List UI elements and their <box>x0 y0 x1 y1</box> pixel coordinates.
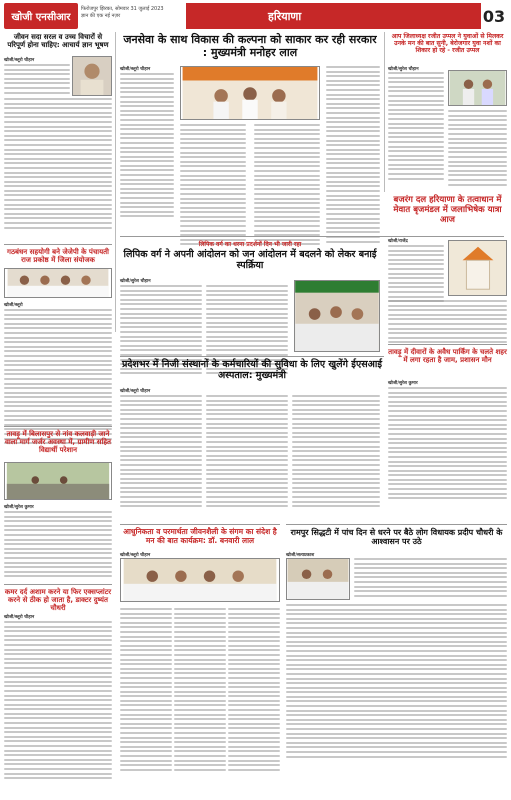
lead-headline: जनसेवा के साथ विकास की कल्पना को साकार कर रही सरकार : मुख्यमंत्री मनोहर लाल <box>123 33 377 59</box>
article-headline: जीवन सदा सरल व उच्च विचारों से परिपूर्ण होना चाहिए: आचार्य ज्ञान भूषण <box>7 33 109 50</box>
divider <box>120 356 384 357</box>
article-body <box>120 73 174 220</box>
article-body <box>180 124 246 248</box>
date-text: फिरोजपुर झिरका, सोमवार 31 जुलाई 2023 <box>81 6 164 12</box>
page-number: 03 <box>482 6 506 26</box>
article-body <box>326 66 380 245</box>
article-body <box>4 64 70 96</box>
article-body <box>4 621 112 782</box>
article-photo <box>120 558 280 602</box>
article-headline: तावड़ू में दीवारों के अवैध पार्किंग के चलते शहर में लगा रहता है जाम, प्रशासन मौन <box>388 348 507 365</box>
article-photo <box>286 558 350 600</box>
article-byline: खोजी/राजेंद्र <box>388 239 408 244</box>
article-body <box>388 387 507 502</box>
article-headline: रामपुर सिद्धटी में पांच दिन से धरने पर बैठे लोग विधायक प्रदीप चौधरी के आश्वासन पर उठे <box>290 528 503 547</box>
article-byline: खोजी/सुरेश कुमार <box>4 505 34 510</box>
article-headline: आप जिलाध्यक्ष रजीत उप्पल ने युवाओं से मिलकर उनके मन की बात सुनी, बेरोजगार युवा नशों का शिकार हो रहे - रजीत उप्पल <box>391 33 504 55</box>
article-photo <box>72 56 112 96</box>
article-byline: खोजी/ब्लूरो चौहान <box>4 615 35 620</box>
article-headline: लिपिक वर्ग ने अपनी आंदोलन को जन आंदोलन में बदलने को लेकर बनाई स्पर्क्रिया <box>123 249 377 271</box>
article-byline: खोजी/सत्यप्रकाश <box>286 553 315 558</box>
article-headline: तावड़ू में बिलासपुर से नांव कलवाड़ी जाने वाला मार्ग जर्जर अवस्था में, ग्रामीण सहित विद्यार्थी परेशान <box>4 430 112 455</box>
article-body <box>120 395 202 510</box>
column-rule <box>115 32 116 332</box>
article-body <box>228 608 280 773</box>
article-headline: गठबंधन सहयोगी बने जेजेपी के पंचायती राज प्रकोष्ठ में जिला संयोजक <box>7 248 109 265</box>
article-photo <box>4 268 112 298</box>
column-rule <box>384 32 385 192</box>
article-photo <box>294 280 380 352</box>
lead-photo <box>180 66 320 120</box>
article-body <box>388 245 444 305</box>
section-title: हरियाणा <box>186 3 481 29</box>
divider <box>4 426 112 427</box>
article-body <box>388 300 507 346</box>
article-photo <box>4 462 112 500</box>
article-body <box>4 511 112 580</box>
date-line <box>78 3 186 29</box>
article-body <box>388 72 444 182</box>
article-byline: खोजी/ब्लूरो चौहान <box>120 67 151 72</box>
article-body <box>4 98 112 231</box>
article-body <box>448 110 507 188</box>
article-byline: खोजी/ब्लूरो चौहान <box>120 389 151 394</box>
tagline: ज्ञान की एक नई नज़र <box>81 13 121 19</box>
divider <box>120 236 504 237</box>
divider <box>286 524 507 525</box>
divider <box>120 524 280 525</box>
article-body <box>174 608 226 773</box>
article-kicker: लिपिक वर्ग का धरना प्रदर्शनों दिन भी जारी रहा <box>198 241 302 248</box>
article-photo <box>448 70 507 106</box>
divider <box>4 244 112 245</box>
article-byline: खोजी/ब्लूरो चौहान <box>4 58 35 63</box>
article-headline: आधुनिकता व परमार्थता जीवनशैली के संगम का संदेश है मन की बात कार्यक्रम: डॉ. बनवारी लाल <box>123 527 277 545</box>
article-body <box>354 558 507 599</box>
article-headline: प्रदेशभर में निजी संस्थानों के कर्मचारियों की सुविधा के लिए खुलेंगे ईएसआई अस्पताल: मुख्यमंत्री <box>121 359 382 381</box>
article-byline: खोजी/सुरेश चौहान <box>388 67 419 72</box>
article-byline: खोजी/ब्लूरो <box>4 303 23 308</box>
article-body <box>292 395 380 510</box>
divider <box>388 344 507 345</box>
article-headline: बजरंग दल हरियाणा के तत्वाधान में मेवात बृजमंडल में जलाभिषेक यात्रा आज <box>393 195 502 225</box>
article-body <box>206 395 288 510</box>
article-body <box>120 608 172 773</box>
article-byline: खोजी/सुरेश कुमार <box>388 381 418 386</box>
article-headline: कमर दर्द अशाम करने या फिर एक्सप्लांटर करने से ठीक हो जाता है, डाक्टर दुष्यंत चौधरी <box>4 588 112 613</box>
newspaper-logo: खोजी एनसीआर <box>4 3 78 29</box>
masthead <box>4 3 507 29</box>
article-photo <box>448 240 507 296</box>
article-byline: खोजी/सुरेश चौहान <box>120 279 151 284</box>
divider <box>4 584 112 585</box>
article-byline: खोजी/ब्लूरो चौहान <box>120 553 151 558</box>
article-body <box>254 124 320 248</box>
article-body <box>286 604 507 760</box>
